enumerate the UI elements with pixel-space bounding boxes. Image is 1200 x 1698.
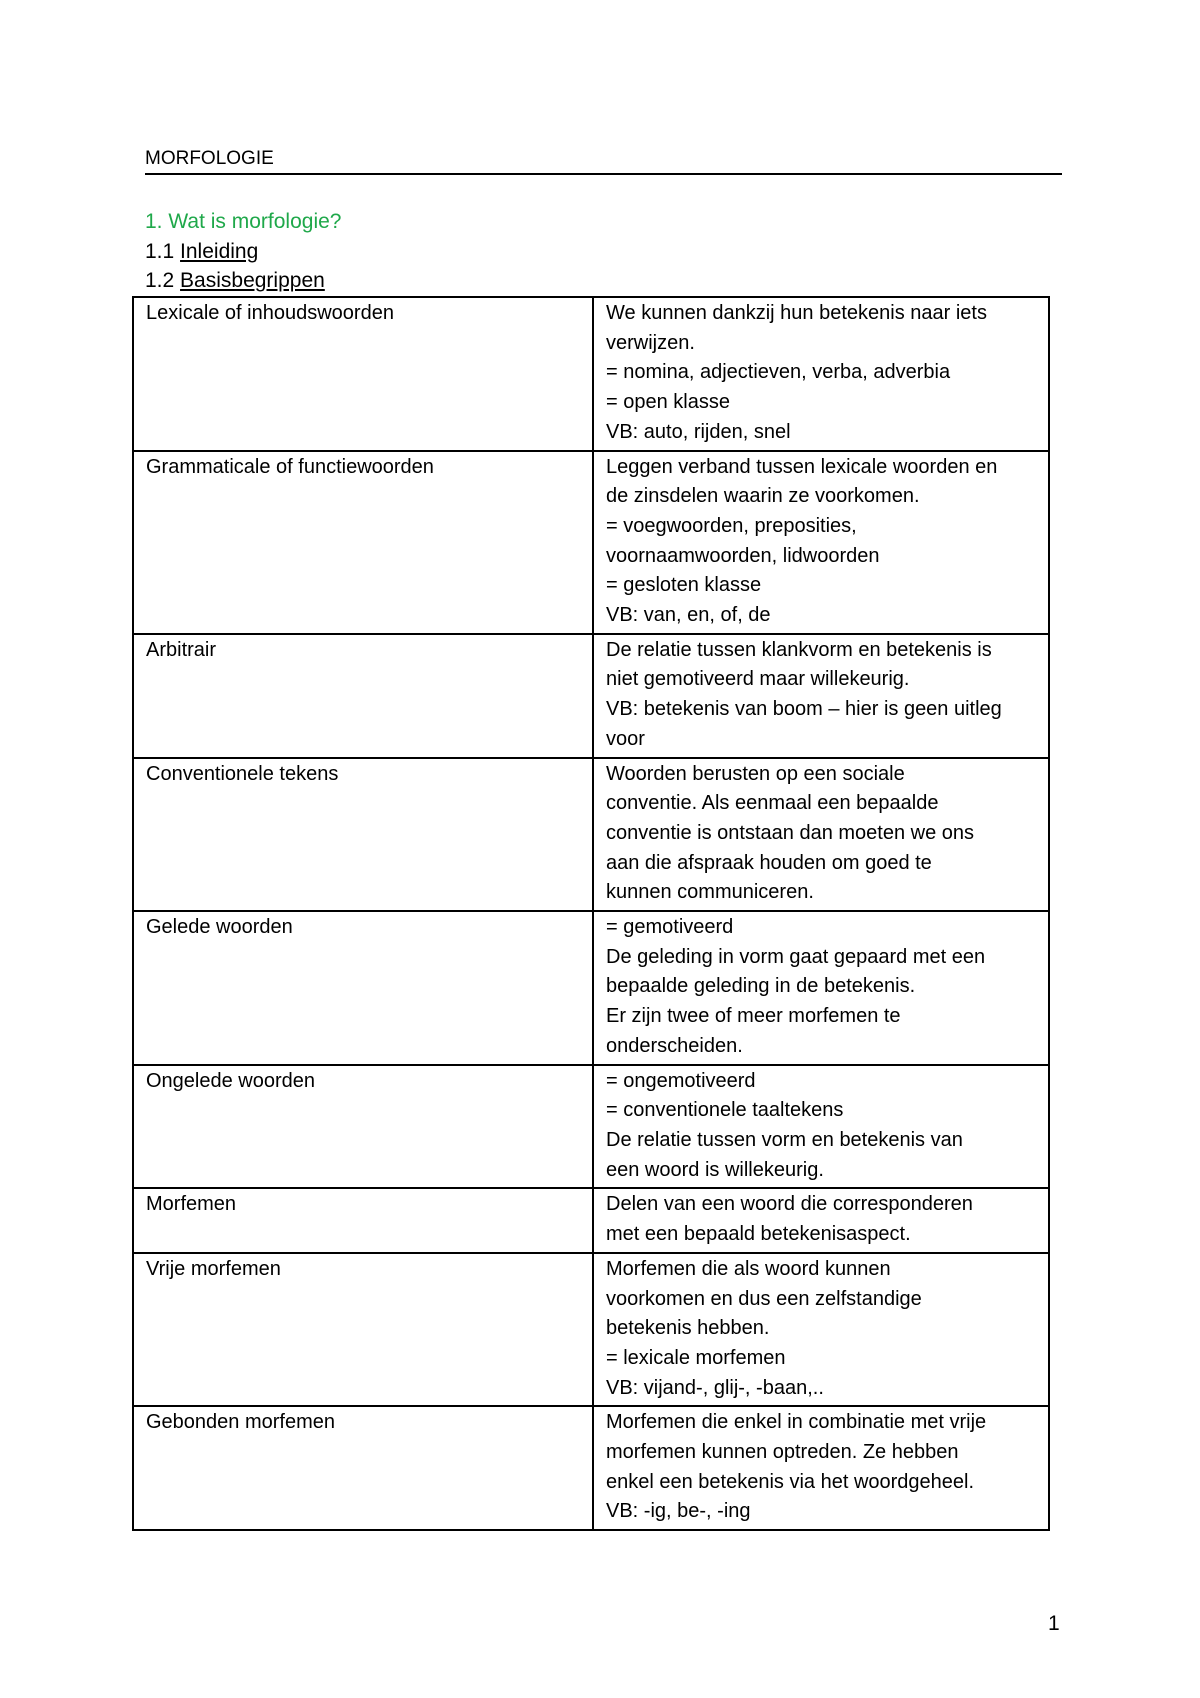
table-row bbox=[133, 758, 1049, 912]
section-heading: 1. Wat is morfologie? bbox=[145, 210, 342, 233]
definition-cell: = ongemotiveerd = conventionele taaltekens De relatie tussen vorm en betekenis van een woord is willekeurig. bbox=[593, 1065, 1049, 1189]
table-row bbox=[133, 1065, 1049, 1189]
subsection-heading-basisbegrippen bbox=[145, 269, 325, 293]
table-row bbox=[133, 634, 1049, 758]
definition-cell: De relatie tussen klankvorm en betekenis is niet gemotiveerd maar willekeurig. VB: betekenis van boom – hier is geen uitleg voor bbox=[593, 634, 1049, 758]
definition-cell: Morfemen die enkel in combinatie met vrije morfemen kunnen optreden. Ze hebben enkel een betekenis via het woordgeheel. VB: -ig, be-, -ing bbox=[593, 1406, 1049, 1530]
subsection-heading-inleiding bbox=[145, 240, 258, 264]
definition-cell: = gemotiveerd De geleding in vorm gaat gepaard met een bepaalde geleding in de betekenis. Er zijn twee of meer morfemen te onderscheiden. bbox=[593, 911, 1049, 1065]
definition-cell: Delen van een woord die corresponderen met een bepaald betekenisaspect. bbox=[593, 1188, 1049, 1252]
term-cell: Grammaticale of functiewoorden bbox=[133, 451, 593, 634]
subsection-label: Inleiding bbox=[180, 240, 259, 263]
subsection-label: Basisbegrippen bbox=[180, 269, 325, 292]
table-row bbox=[133, 1253, 1049, 1407]
table-row bbox=[133, 1406, 1049, 1530]
term-cell: Vrije morfemen bbox=[133, 1253, 593, 1407]
term-cell: Conventionele tekens bbox=[133, 758, 593, 912]
definition-cell: Morfemen die als woord kunnen voorkomen en dus een zelfstandige betekenis hebben. = lexicale morfemen VB: vijand-, glij-, -baan,.. bbox=[593, 1253, 1049, 1407]
term-cell: Gelede woorden bbox=[133, 911, 593, 1065]
terms-table bbox=[132, 296, 1050, 1531]
term-cell: Morfemen bbox=[133, 1188, 593, 1252]
definition-cell: Leggen verband tussen lexicale woorden en de zinsdelen waarin ze voorkomen. = voegwoorden, preposities, voornaamwoorden, lidwoorden = gesloten klasse VB: van, en, of, de bbox=[593, 451, 1049, 634]
term-cell: Gebonden morfemen bbox=[133, 1406, 593, 1530]
table-row bbox=[133, 911, 1049, 1065]
page-title: MORFOLOGIE bbox=[145, 148, 274, 169]
subsection-number: 1.2 bbox=[145, 269, 175, 292]
table-row bbox=[133, 297, 1049, 451]
term-cell: Lexicale of inhoudswoorden bbox=[133, 297, 593, 451]
term-cell: Ongelede woorden bbox=[133, 1065, 593, 1189]
table-row bbox=[133, 451, 1049, 634]
page-number: 1 bbox=[1048, 1612, 1060, 1635]
subsection-number: 1.1 bbox=[145, 240, 175, 263]
title-rule bbox=[145, 173, 1062, 175]
table-row bbox=[133, 1188, 1049, 1252]
term-cell: Arbitrair bbox=[133, 634, 593, 758]
definition-cell: We kunnen dankzij hun betekenis naar iets verwijzen. = nomina, adjectieven, verba, adverbia = open klasse VB: auto, rijden, snel bbox=[593, 297, 1049, 451]
definition-cell: Woorden berusten op een sociale conventie. Als eenmaal een bepaalde conventie is ontstaan dan moeten we ons aan die afspraak houden om goed te kunnen communiceren. bbox=[593, 758, 1049, 912]
